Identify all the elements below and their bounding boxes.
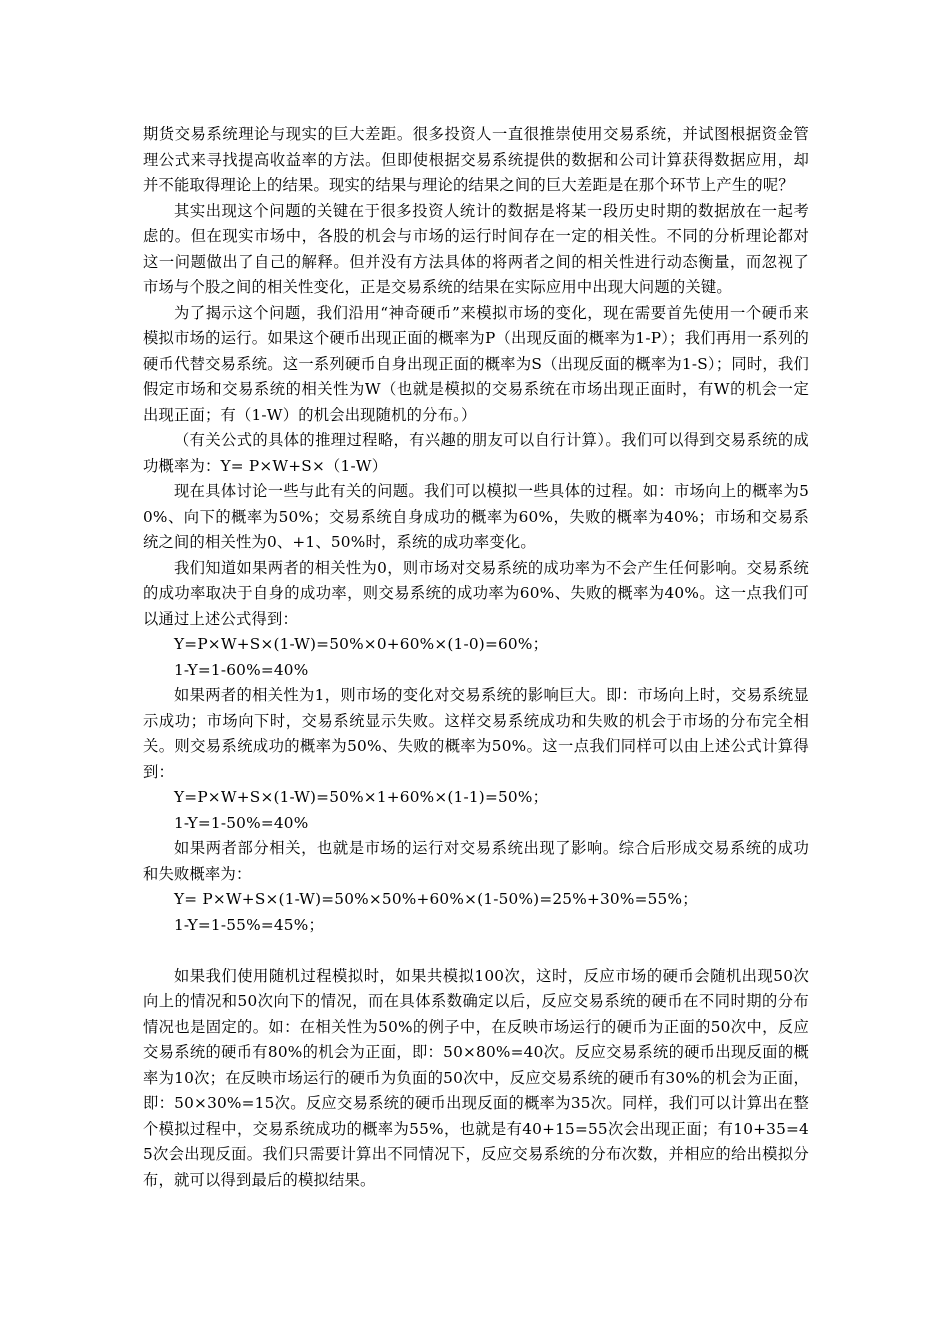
paragraph-formula-intro: （有关公式的具体的推理过程略，有兴趣的朋友可以自行计算）。我们可以得到交易系统的成功概率为：Y= P×W+S×（1-W） — [143, 431, 809, 475]
paragraph-coin-model: 为了揭示这个问题，我们沿用“神奇硬币”来模拟市场的变化，现在需要首先使用一个硬币来模拟市场的运行。如果这个硬币出现正面的概率为P（出现反面的概率为1-P）；我们再用一系列的硬币代替交易系统。这一系列硬币自身出现正面的概率为S（出现反面的概率为1-S）；同时，我们假定市场和交易系统的相关性为W（也就是模拟的交易系统在市场出现正面时，有W的机会一定出现正面；有（1-W）的机会出现随机的分布。） — [143, 303, 809, 424]
paragraph-full-correlation: 如果两者的相关性为1，则市场的变化对交易系统的影响巨大。即：市场向上时，交易系统显示成功；市场向下时，交易系统显示失败。这样交易系统成功和失败的机会于市场的分布完全相关。则交易系统成功的概率为50%、失败的概率为50%。这一点我们同样可以由上述公式计算得到： — [143, 686, 809, 781]
blank-line — [143, 938, 809, 964]
paragraph-random-simulation: 如果我们使用随机过程模拟时，如果共模拟100次，这时，反应市场的硬币会随机出现50次向上的情况和50次向下的情况，而在具体系数确定以后，反应交易系统的硬币在不同时期的分布情况也是固定的。如：在相关性为50%的例子中，在反映市场运行的硬币为正面的50次中，反应交易系统的硬币有80%的机会为正面，即：50×80%=40次。反应交易系统的硬币出现反面的概率为10次；在反映市场运行的硬币为负面的50次中，反应交易系统的硬币有30%的机会为正面，即：50×30%=15次。反应交易系统的硬币出现反面的概率为35次。同样，我们可以计算出在整个模拟过程中，交易系统成功的概率为55%，也就是有40+15=55次会出现正面；有10+35=45次会出现反面。我们只需要计算出不同情况下，反应交易系统的分布次数，并相应的给出模拟分布，就可以得到最后的模拟结果。 — [143, 966, 809, 1189]
formula-partial-success: Y= P×W+S×(1-W)=50%×50%+60%×(1-50%)=25%+30%=55%； — [174, 890, 698, 908]
paragraph-partial-correlation: 如果两者部分相关，也就是市场的运行对交易系统出现了影响。综合后形成交易系统的成功和失败概率为： — [143, 839, 809, 883]
formula-zero-success: Y=P×W+S×(1-W)=50%×0+60%×(1-0)=60%； — [174, 635, 549, 653]
paragraph-zero-correlation: 我们知道如果两者的相关性为0，则市场对交易系统的成功率为不会产生任何影响。交易系统的成功率取决于自身的成功率，则交易系统的成功率为60%、失败的概率为40%。这一点我们可以通过上述公式得到： — [143, 558, 809, 628]
paragraph-example-setup: 现在具体讨论一些与此有关的问题。我们可以模拟一些具体的过程。如：市场向上的概率为50%、向下的概率为50%；交易系统自身成功的概率为60%，失败的概率为40%；市场和交易系统之间的相关性为0、+1、50%时，系统的成功率变化。 — [143, 482, 809, 551]
document-body — [143, 122, 809, 1193]
formula-full-failure: 1-Y=1-50%=40% — [174, 813, 309, 832]
formula-zero-failure: 1-Y=1-60%=40% — [174, 660, 309, 679]
formula-partial-failure: 1-Y=1-55%=45%； — [174, 915, 324, 934]
formula-full-success: Y=P×W+S×(1-W)=50%×1+60%×(1-1)=50%； — [174, 788, 549, 806]
paragraph-intro: 期货交易系统理论与现实的巨大差距。很多投资人一直很推崇使用交易系统，并试图根据资金管理公式来寻找提高收益率的方法。但即使根据交易系统提供的数据和公司计算获得数据应用，却并不能取得理论上的结果。现实的结果与理论的结果之间的巨大差距是在那个环节上产生的呢？ — [143, 125, 809, 194]
paragraph-key-issue: 其实出现这个问题的关键在于很多投资人统计的数据是将某一段历史时期的数据放在一起考虑的。但在现实市场中，各股的机会与市场的运行时间存在一定的相关性。不同的分析理论都对这一问题做出了自己的解释。但并没有方法具体的将两者之间的相关性进行动态衡量，而忽视了市场与个股之间的相关性变化，正是交易系统的结果在实际应用中出现大问题的关键。 — [143, 201, 809, 296]
